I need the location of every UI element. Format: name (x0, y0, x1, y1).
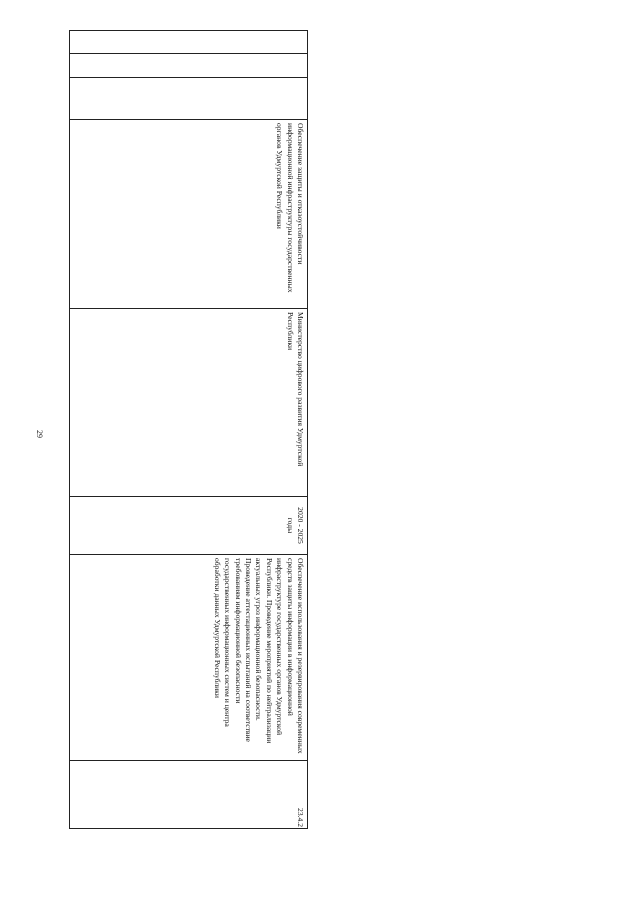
task-text: Обеспечение защиты и отказоустойчивости информационной инфраструктуры государственных органов Удмуртской Республики (275, 123, 305, 293)
executor-cell (70, 309, 307, 497)
empty-cell-1 (70, 31, 307, 54)
measures-text: Обеспечение использования и резервирования современных средств защиты информации в информационной инфраструктуре государственных органов Удмуртской Республики. Проведение мероприятий по нейтрализации актуальных угроз информационной безопасности. Проведение аттестационных испытаний на соответствие требованиям информационной безопасности государственных информационных систем и центра обработки данных Удмуртской Республики (212, 558, 305, 754)
empty-cell-2 (70, 54, 307, 78)
period-cell (70, 497, 307, 555)
indicator-cell (70, 761, 307, 830)
task-cell (70, 120, 307, 309)
page-number: 29 (35, 430, 44, 438)
program-table (69, 30, 308, 829)
empty-cell-3 (70, 78, 307, 120)
measures-cell (70, 555, 307, 761)
indicator-text: 23.4.2 (296, 808, 305, 827)
executor-text: Министерство цифрового развития Удмуртской Республики (285, 312, 305, 467)
period-text: 2020 - 2025 годы (285, 507, 305, 544)
